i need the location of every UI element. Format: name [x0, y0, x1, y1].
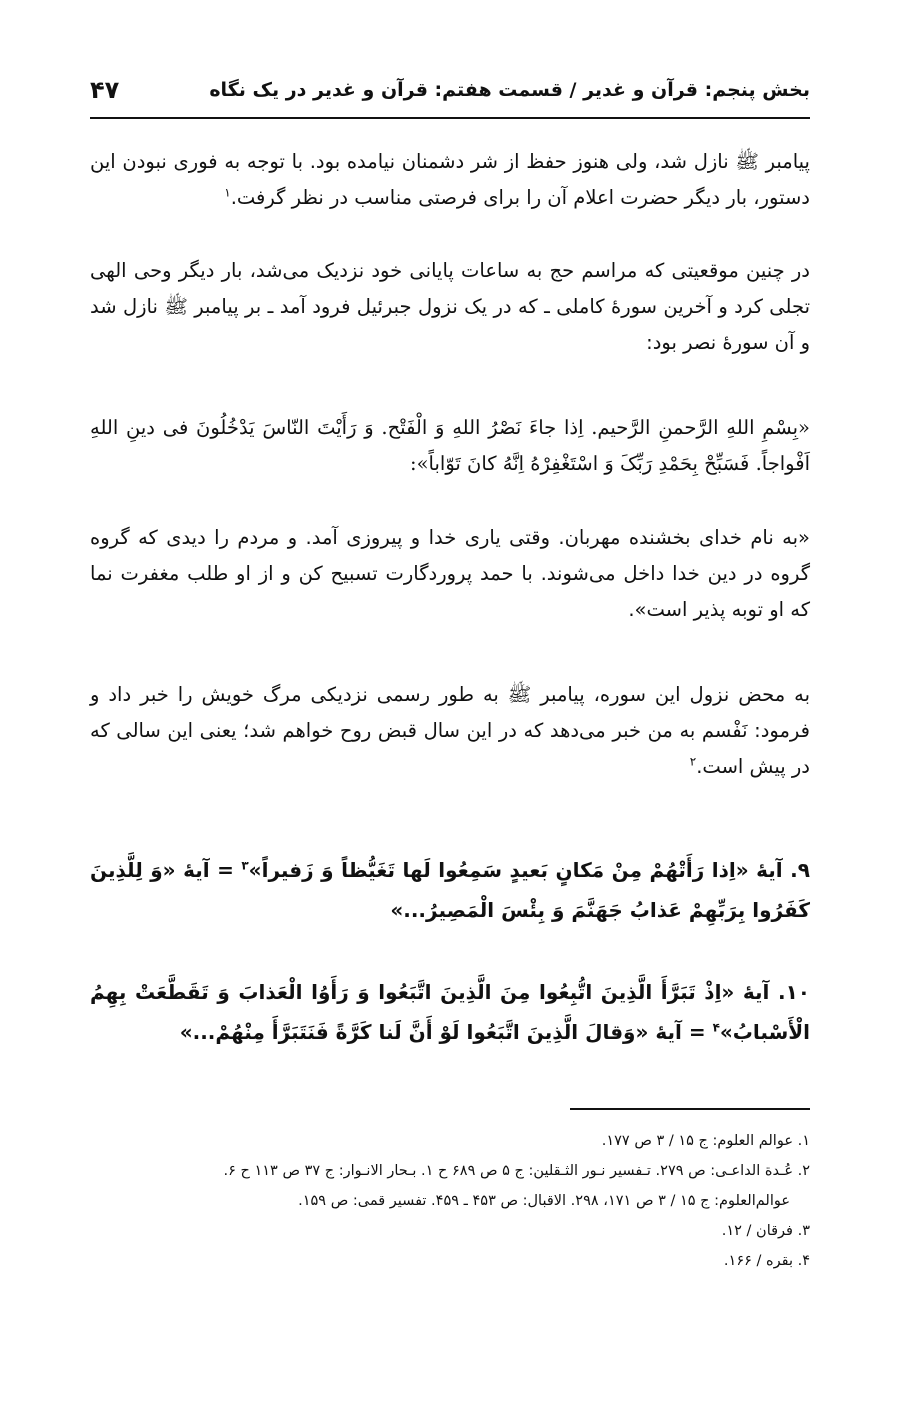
paragraph-1: پیامبر ﷺ نازل شد، ولی هنوز حفظ از شر دشمنان نیامده بود. با توجه به فوری نبودن این دستور، بار دیگر حضرت اعلام آن را برای فرصتی مناسب در نظر گرفت.$^۱$: [90, 150, 810, 209]
paragraph-5: به محض نزول این سوره، پیامبر ﷺ به طور رسمی نزدیکی مرگ خویش را خبر داد و فرمود: نَفْسم به من خبر می‌دهد که در این سال قبض روح خواهم شد؛ یعنی این سالی که در پیش است.$^۲$: [90, 683, 810, 778]
paragraph-2: در چنین موقعیتی که مراسم حج به ساعات پایانی خود نزدیک می‌شد، بار دیگر وحی الهی تجلی کرد و آخرین سورهٔ کاملی ـ که در یک نزول جبرئیل فرود آمد ـ بر پیامبر ﷺ نازل شد و آن سورهٔ نصر بود:: [90, 259, 810, 354]
page-number: ۴۷: [90, 76, 120, 104]
footnote-3: ۳. فرقان / ۱۲.: [721, 1223, 810, 1239]
footnote-ref-4: ۴: [712, 1020, 720, 1035]
footnote-ref-3: ۳: [241, 858, 249, 873]
ayah-number: ۹.: [790, 858, 810, 882]
translation-paragraph: «به نام خدای بخشنده مهربان. وقتی یاری خدا و پیروزی آمد. و مردم را دیدی که گروه گروه در دین خدا داخل می‌شوند. با حمد پروردگارت تسبیح کن و از او طلب مغفرت نما که او توبه پذیر است».: [90, 526, 810, 621]
ayah-item-9: ۹. آیهٔ «اِذا رَأَتْهُمْ مِنْ مَکانٍ بَعیدٍ سَمِعُوا لَها تَغَیُّظاً وَ زَفیراً»$^۳$ = آیهٔ «وَ لِلَّذِینَ کَفَرُوا بِرَبِّهِمْ عَذابُ جَهَنَّمَ وَ بِئْسَ الْمَصِیرُ...»: [90, 858, 810, 922]
page-header: [90, 68, 810, 112]
footnote-4: ۴. بقره / ۱۶۶.: [723, 1253, 810, 1269]
footnote-ref-2: ۲: [689, 754, 697, 769]
quran-arabic-paragraph: «بِسْمِ اللهِ الرَّحمنِ الرَّحیم. اِذا جاءَ نَصْرُ اللهِ وَ الْفَتْح. وَ رَأَیْتَ النّاسَ یَدْخُلُونَ فی دینِ اللهِ اَفْواجاً. فَسَبِّحْ بِحَمْدِ رَبِّکَ وَ اسْتَغْفِرْهُ اِنَّهُ کانَ تَوّاباً»:: [90, 416, 810, 475]
footnote-ref-1: ۱: [224, 185, 231, 200]
ayah-number: ۱۰.: [777, 980, 810, 1004]
footnotes: [90, 1126, 810, 1276]
footnote-2-continuation: عوالم‌العلوم: ج ۱۵ / ۳ ص ۱۷۱، ۲۹۸. الاقبال: ص ۴۵۳ ـ ۴۵۹. تفسیر قمی: ص ۱۵۹.: [298, 1193, 790, 1209]
running-head: بخش پنجم: قرآن و غدیر / قسمت هفتم: قرآن و غدیر در یک نگاه: [209, 79, 810, 101]
footnote-separator: [570, 1108, 810, 1110]
ayah-item-10: ۱۰. آیهٔ «اِذْ تَبَرَّأَ الَّذِینَ اتُّبِعُوا مِنَ الَّذِینَ اتَّبَعُوا وَ رَأَوُا الْعَذابَ وَ تَقَطَّعَتْ بِهِمُ الْأَسْبابُ»$^۴$ = آیهٔ «وَقالَ الَّذِینَ اتَّبَعُوا لَوْ أَنَّ لَنا کَرَّةً فَنَتَبَرَّأَ مِنْهُمْ...»: [90, 980, 810, 1044]
footnote-2: ۲. عُـدة الداعـی: ص ۲۷۹. تـفسیر نـور الثـقلین: ج ۵ ص ۶۸۹ ح ۱. بـحار الانـوار: ج ۳۷ ص ۱۱۳ ح ۶.: [223, 1163, 810, 1179]
footnote-1: ۱. عوالم العلوم: ج ۱۵ / ۳ ص ۱۷۷.: [601, 1133, 810, 1149]
header-rule: [90, 117, 810, 119]
